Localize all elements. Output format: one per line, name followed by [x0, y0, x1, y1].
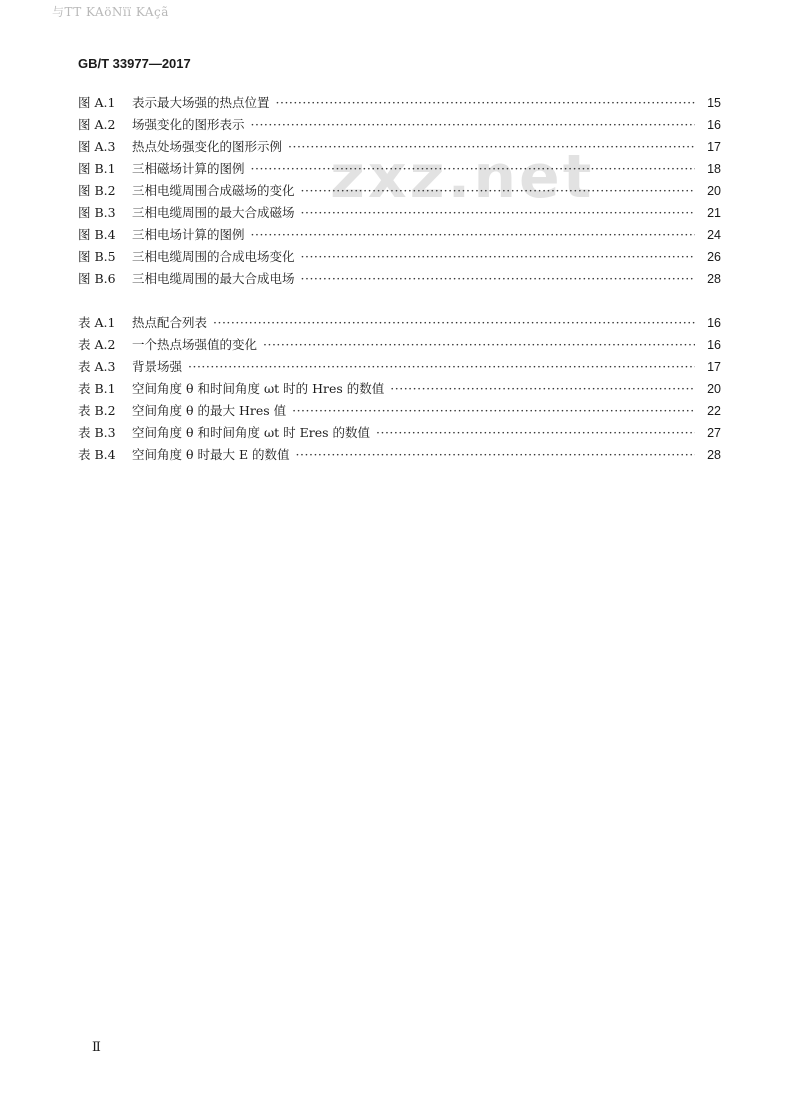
- entry-page: 16: [707, 316, 721, 330]
- entry-title: 三相磁场计算的图例: [132, 161, 245, 176]
- watermark: zxz.net: [330, 142, 595, 212]
- entry-label: 表 A.2: [78, 337, 116, 352]
- entry-title: 三相电场计算的图例: [132, 227, 245, 242]
- entry-title: 一个热点场强值的变化: [132, 337, 258, 352]
- entry-page: 16: [707, 118, 721, 132]
- entry-title: 场强变化的图形表示: [132, 117, 245, 132]
- leader-dots: [301, 202, 695, 224]
- toc-entry-table-b3[interactable]: [78, 422, 721, 444]
- entry-page: 15: [707, 96, 721, 110]
- toc-entry-table-b2[interactable]: [78, 400, 721, 422]
- entry-page: 21: [707, 206, 721, 220]
- entry-title: 空间角度 θ 的最大 Hres 值: [132, 403, 287, 418]
- toc-entry-figure-b2[interactable]: [78, 180, 721, 202]
- leader-dots: [263, 334, 695, 356]
- toc-entry-table-b1[interactable]: [78, 378, 721, 400]
- entry-label: 表 A.1: [78, 315, 116, 330]
- entry-label: 图 B.1: [78, 161, 116, 176]
- entry-label: 图 A.2: [78, 117, 116, 132]
- list-of-tables: [78, 312, 721, 466]
- entry-label: 图 B.5: [78, 249, 116, 264]
- entry-page: 26: [707, 250, 721, 264]
- leader-dots: [251, 158, 695, 180]
- entry-label: 图 B.3: [78, 205, 116, 220]
- entry-title: 空间角度 θ 和时间角度 ωt 时的 Hres 的数值: [132, 381, 385, 396]
- leader-dots: [376, 422, 695, 444]
- standard-number: GB/T 33977—2017: [78, 56, 191, 71]
- leader-dots: [276, 92, 695, 114]
- top-note: 与TT KAöNïï KAçã: [52, 5, 169, 19]
- leader-dots: [288, 136, 695, 158]
- entry-label: 图 B.2: [78, 183, 116, 198]
- entry-title: 背景场强: [132, 359, 183, 374]
- leader-dots: [251, 224, 695, 246]
- entry-page: 16: [707, 338, 721, 352]
- entry-title: 三相电缆周围的最大合成磁场: [132, 205, 295, 220]
- toc-entry-figure-a3[interactable]: [78, 136, 721, 158]
- toc-entry-table-a1[interactable]: [78, 312, 721, 334]
- leader-dots: [292, 400, 695, 422]
- entry-page: 24: [707, 228, 721, 242]
- toc-entry-table-b4[interactable]: [78, 444, 721, 466]
- leader-dots: [301, 180, 695, 202]
- entry-label: 表 B.2: [78, 403, 116, 418]
- toc-entry-figure-b4[interactable]: [78, 224, 721, 246]
- leader-dots: [296, 444, 695, 466]
- toc-entry-figure-b6[interactable]: [78, 268, 721, 290]
- leader-dots: [213, 312, 695, 334]
- entry-label: 表 B.1: [78, 381, 116, 396]
- entry-label: 图 B.4: [78, 227, 116, 242]
- entry-page: 18: [707, 162, 721, 176]
- entry-title: 表示最大场强的热点位置: [132, 95, 270, 110]
- leader-dots: [390, 378, 695, 400]
- toc-entry-figure-b1[interactable]: [78, 158, 721, 180]
- list-of-figures: [78, 92, 721, 290]
- toc-entry-table-a2[interactable]: [78, 334, 721, 356]
- leader-dots: [301, 268, 695, 290]
- entry-title: 热点处场强变化的图形示例: [132, 139, 283, 154]
- entry-label: 表 B.4: [78, 447, 116, 462]
- entry-page: 17: [707, 140, 721, 154]
- entry-page: 27: [707, 426, 721, 440]
- toc-entry-figure-a1[interactable]: [78, 92, 721, 114]
- entry-label: 图 A.1: [78, 95, 116, 110]
- leader-dots: [251, 114, 695, 136]
- entry-title: 三相电缆周围合成磁场的变化: [132, 183, 295, 198]
- entry-title: 三相电缆周围的合成电场变化: [132, 249, 295, 264]
- entry-label: 表 B.3: [78, 425, 116, 440]
- leader-dots: [301, 246, 695, 268]
- leader-dots: [188, 356, 695, 378]
- entry-page: 20: [707, 184, 721, 198]
- entry-page: 17: [707, 360, 721, 374]
- toc-entry-figure-a2[interactable]: [78, 114, 721, 136]
- entry-title: 三相电缆周围的最大合成电场: [132, 271, 295, 286]
- entry-title: 空间角度 θ 和时间角度 ωt 时 Eres 的数值: [132, 425, 370, 440]
- entry-page: 28: [707, 448, 721, 462]
- page-number: Ⅱ: [92, 1040, 101, 1055]
- entry-title: 空间角度 θ 时最大 E 的数值: [132, 447, 290, 462]
- entry-page: 28: [707, 272, 721, 286]
- entry-label: 表 A.3: [78, 359, 116, 374]
- entry-page: 22: [707, 404, 721, 418]
- toc-entry-figure-b3[interactable]: [78, 202, 721, 224]
- toc-entry-table-a3[interactable]: [78, 356, 721, 378]
- entry-title: 热点配合列表: [132, 315, 208, 330]
- entry-label: 图 B.6: [78, 271, 116, 286]
- entry-label: 图 A.3: [78, 139, 116, 154]
- toc-entry-figure-b5[interactable]: [78, 246, 721, 268]
- entry-page: 20: [707, 382, 721, 396]
